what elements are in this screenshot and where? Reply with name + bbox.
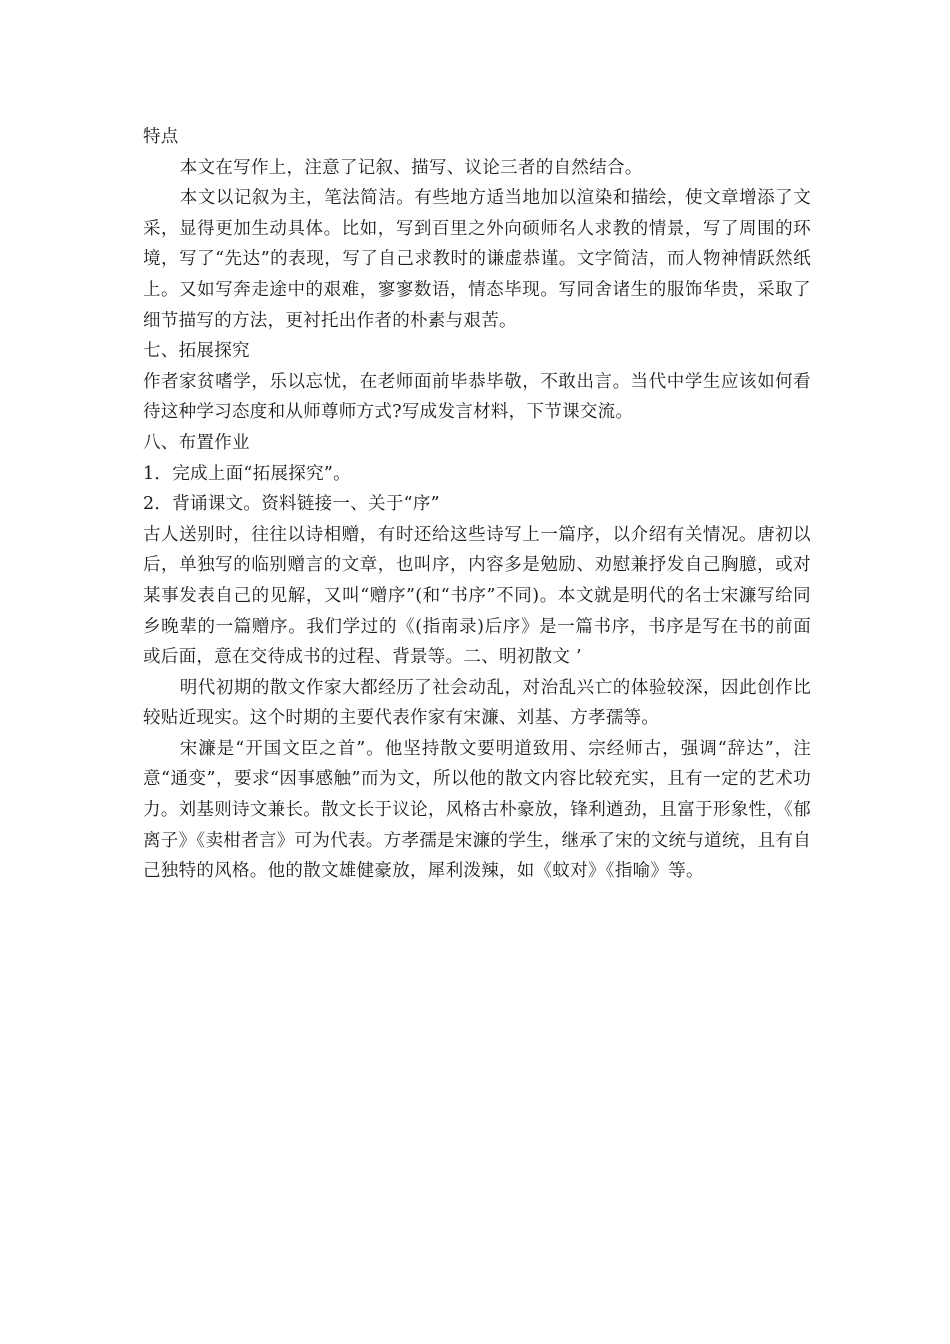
paragraph-extension-question: 作者家贫嗜学，乐以忘忧，在老师面前毕恭毕敬，不敢出言。当代中学生应该如何看待这种学习态度和从师尊师方式?写成发言材料，下节课交流。 <box>143 371 811 423</box>
homework-item-1: 1．完成上面“拓展探究”。 <box>143 463 351 484</box>
section-heading-features: 特点 <box>143 127 179 147</box>
paragraph-about-preface: 古人送别时，往往以诗相赠，有时还给这些诗写上一篇序，以介绍有关情况。唐初以后，单独写的临别赠言的文章，也叫序，内容多是勉励、劝慰兼抒发自己胸臆，或对某事发表自己的见解，又叫“赠序”(和“书序”不同)。本文就是明代的名士宋濂写给同乡晚辈的一篇赠序。我们学过的《(指南录)后序》是一篇书序，书序是写在书的前面或后面，意在交待成书的过程、背景等。二、明初散文 ’ <box>143 524 811 668</box>
section-heading-homework: 八、布置作业 <box>143 432 250 453</box>
paragraph-narration-style: 本文以记叙为主，笔法简洁。有些地方适当地加以渲染和描绘，使文章增添了文采，显得更加生动具体。比如，写到百里之外向硕师名人求教的情景，写了周围的环境，写了“先达”的表现，写了自己求教时的谦虚恭谨。文字简洁，而人物神情跃然纸上。又如写奔走途中的艰难，寥寥数语，情态毕现。写同舍诸生的服饰华贵，采取了细节描写的方法，更衬托出作者的朴素与艰苦。 <box>143 188 811 331</box>
section-heading-extension: 七、拓展探究 <box>143 341 250 362</box>
homework-item-2: 2．背诵课文。资料链接一、关于“序” <box>143 494 440 515</box>
paragraph-writing-combination: 本文在写作上，注意了记叙、描写、议论三者的自然结合。 <box>179 157 643 178</box>
paragraph-song-lian: 宋濂是“开国文臣之首”。他坚持散文要明道致用、宗经师古，强调“辞达”，注意“通变”，要求“因事感触”而为文，所以他的散文内容比较充实，且有一定的艺术功力。刘基则诗文兼长。散文长于议论，风格古朴豪放，锋利遒劲，且富于形象性，《郁离子》《卖柑者言》可为代表。方孝孺是宋濂的学生，继承了宋的文统与道统，且有自己独特的风格。他的散文雄健豪放，犀利泼辣，如《蚊对》《指喻》等。 <box>143 738 811 882</box>
document-body <box>143 122 811 887</box>
paragraph-early-ming-prose: 明代初期的散文作家大都经历了社会动乱，对治乱兴亡的体验较深，因此创作比较贴近现实。这个时期的主要代表作家有宋濂、刘基、方孝孺等。 <box>143 677 811 729</box>
